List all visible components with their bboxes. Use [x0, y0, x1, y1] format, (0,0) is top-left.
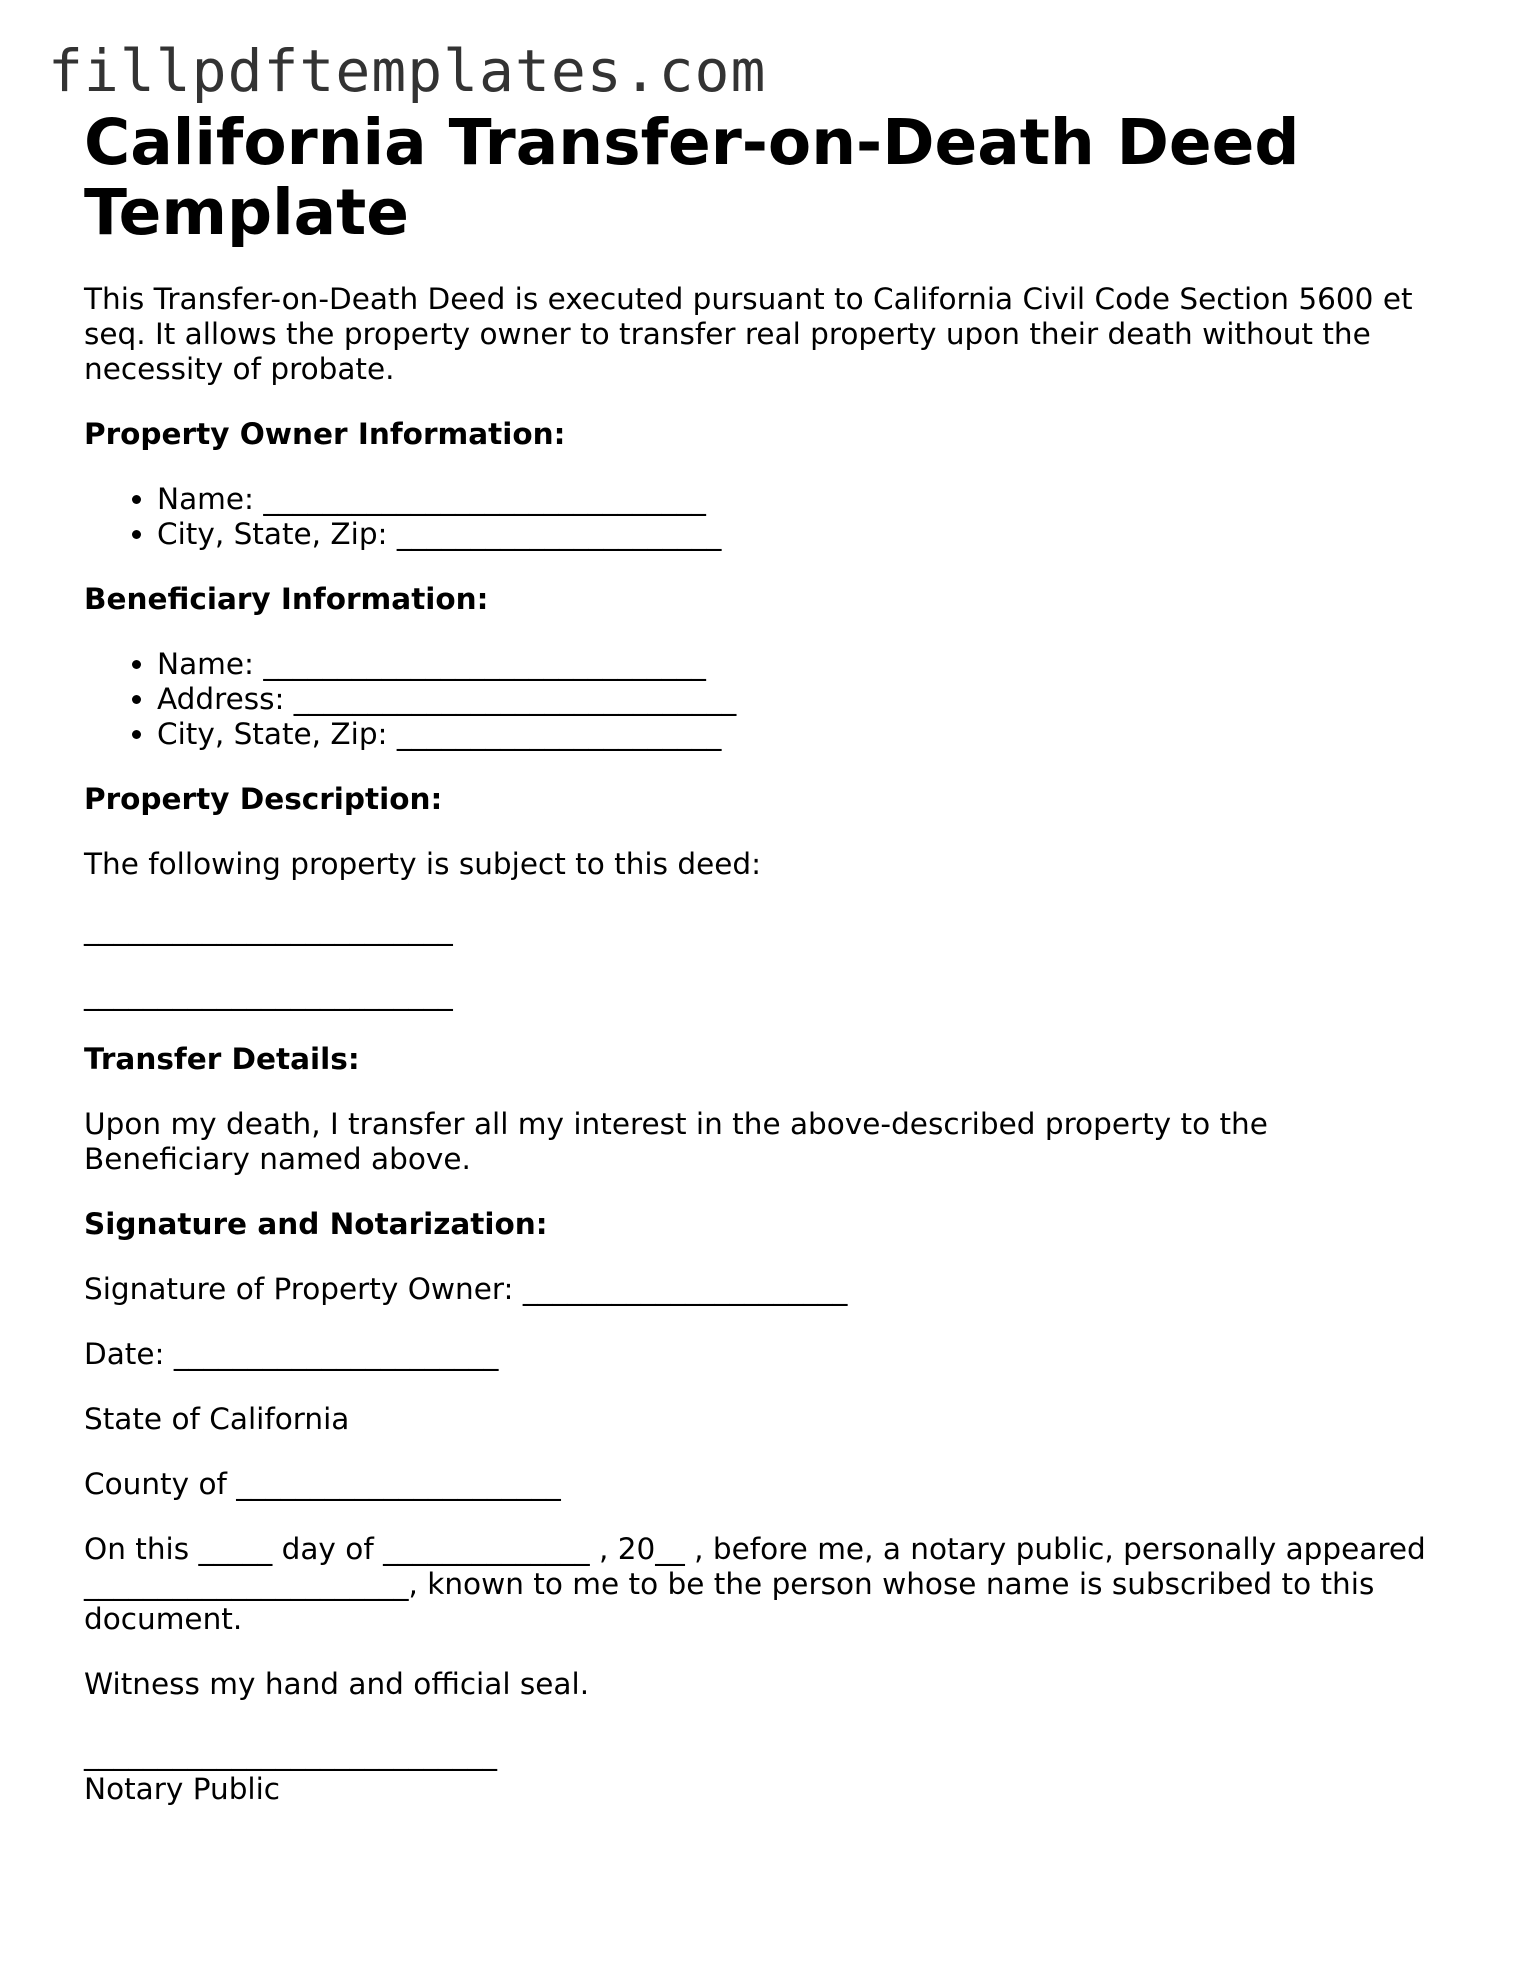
property-section-heading: Property Description: — [84, 782, 443, 816]
property-description-text: The following property is subject to this deed: — [84, 847, 762, 881]
signature-section-heading: Signature and Notarization: — [84, 1207, 548, 1241]
owner-signature-line: Signature of Property Owner: ______________________ — [84, 1272, 848, 1306]
notary-public-label: Notary Public — [84, 1772, 281, 1806]
transfer-details-text: Upon my death, I transfer all my interest in the above-described property to the Beneficiary named above. — [84, 1107, 1268, 1176]
beneficiary-city-state-zip-field: • City, State, Zip: ______________________ — [157, 717, 1434, 752]
beneficiary-section-heading: Beneficiary Information: — [84, 582, 489, 616]
site-watermark: fillpdftemplates.com — [48, 37, 767, 105]
document-page — [84, 108, 1434, 1807]
owner-section-heading: Property Owner Information: — [84, 417, 566, 451]
owner-name-field: • Name: ______________________________ — [157, 482, 1434, 517]
property-description-line-1: _________________________ — [84, 912, 453, 946]
state-line: State of California — [84, 1402, 350, 1436]
beneficiary-address-field: • Address: ______________________________ — [157, 682, 1434, 717]
date-line: Date: ______________________ — [84, 1337, 499, 1371]
beneficiary-name-field: • Name: ______________________________ — [157, 647, 1434, 682]
intro-paragraph: This Transfer-on-Death Deed is executed pursuant to California Civil Code Section 5600 et seq. It allows the property owner to transfer real property upon their death without the necessity of probate. — [84, 282, 1413, 386]
transfer-section-heading: Transfer Details: — [84, 1042, 360, 1076]
notary-signature-line: ____________________________ — [84, 1737, 497, 1771]
owner-info-list — [84, 482, 1434, 552]
document-title: California Transfer-on-Death Deed Template — [84, 106, 1300, 249]
notary-acknowledgment: On this _____ day of ______________ , 20__ , before me, a notary public, personally appeared ______________________, known to me to be the person whose name is subscribed to this document. — [84, 1532, 1426, 1636]
county-line: County of ______________________ — [84, 1467, 561, 1501]
beneficiary-info-list — [84, 647, 1434, 752]
property-description-line-2: _________________________ — [84, 977, 453, 1011]
owner-city-state-zip-field: • City, State, Zip: ______________________ — [157, 517, 1434, 552]
witness-statement: Witness my hand and official seal. — [84, 1667, 590, 1701]
